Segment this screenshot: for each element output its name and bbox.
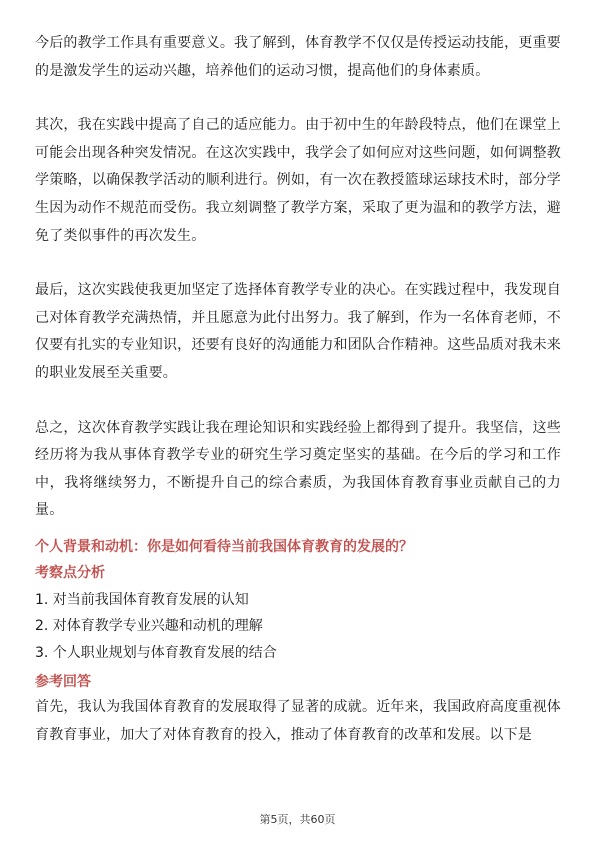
answer-section-title: 参考回答 bbox=[35, 674, 91, 691]
body-paragraph-2: 其次，我在实践中提高了自己的适应能力。由于初中生的年龄段特点，他们在课堂上可能会出现各种突发情况。在这次实践中，我学会了如何应对这些问题，如何调整教学策略，以确保教学活动的顺利进行。例如，有一次在教授篮球运球技术时，部分学生因为动作不规范而受伤。我立刻调整了教学方案，采取了更为温和的教学方法，避免了类似事件的再次发生。 bbox=[35, 117, 561, 244]
page-number-footer: 第5页，共60页 bbox=[259, 813, 336, 826]
analysis-list bbox=[35, 587, 561, 667]
analysis-item-3: 3. 个人职业规划与体育教育发展的结合 bbox=[35, 644, 277, 661]
analysis-section-title: 考察点分析 bbox=[35, 564, 105, 581]
analysis-item-2: 2. 对体育教学专业兴趣和动机的理解 bbox=[35, 618, 263, 635]
body-paragraph-4: 总之，这次体育教学实践让我在理论知识和实践经验上都得到了提升。我坚信，这些经历将为我从事体育教学专业的研究生学习奠定坚实的基础。在今后的学习和工作中，我将继续努力，不断提升自己的综合素质，为我国体育教育事业贡献自己的力量。 bbox=[35, 419, 561, 519]
body-paragraph-3: 最后，这次实践使我更加坚定了选择体育教学专业的决心。在实践过程中，我发现自己对体育教学充满热情，并且愿意为此付出努力。我了解到，作为一名体育老师，不仅要有扎实的专业知识，还要有良好的沟通能力和团队合作精神。这些品质对我未来的职业发展至关重要。 bbox=[35, 282, 561, 381]
answer-paragraph: 首先，我认为我国体育教育的发展取得了显著的成就。近年来，我国政府高度重视体育教育事业，加大了对体育教育的投入，推动了体育教育的改革和发展。以下是 bbox=[35, 699, 561, 743]
interview-question-heading: 个人背景和动机：你是如何看待当前我国体育教育的发展的？ bbox=[35, 538, 413, 555]
document-page bbox=[35, 30, 561, 750]
body-paragraph-1: 今后的教学工作具有重要意义。我了解到，体育教学不仅仅是传授运动技能，更重要的是激发学生的运动兴趣，培养他们的运动习惯，提高他们的身体素质。 bbox=[35, 35, 561, 79]
analysis-item-1: 1. 对当前我国体育教育发展的认知 bbox=[35, 591, 249, 608]
